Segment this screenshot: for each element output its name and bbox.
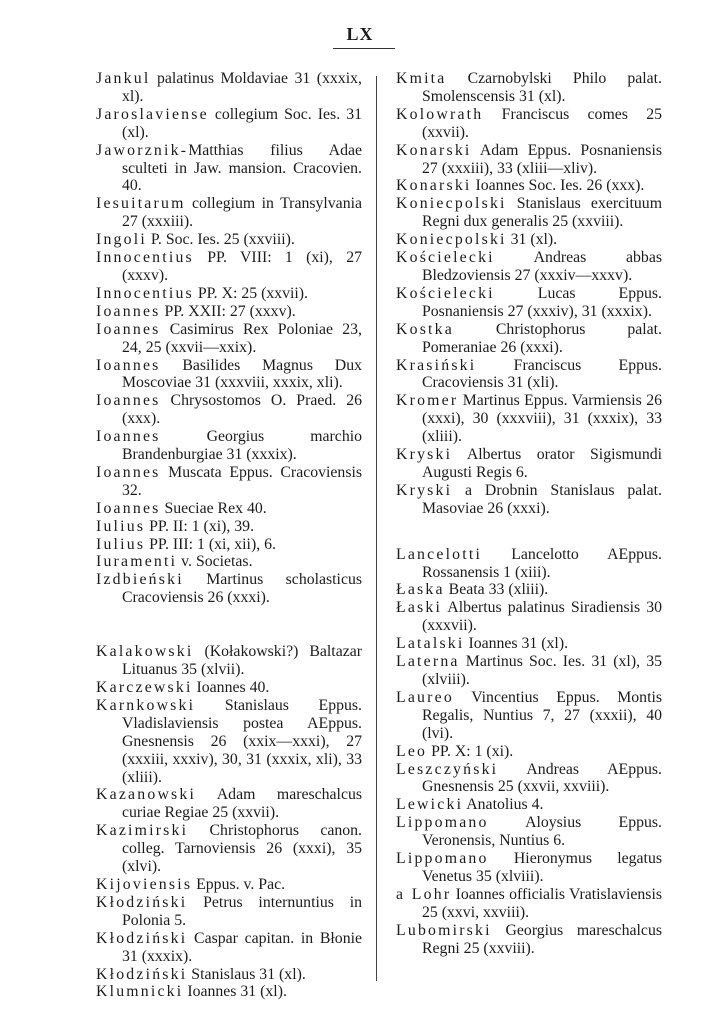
index-entry: [396, 106, 662, 142]
entry-headword: Ioannes: [96, 356, 161, 374]
entry-text: Andreas abbas Bledzoviensis 27 (xxxiv—xxxv).: [422, 249, 662, 284]
entry-headword: Koniecpolski: [396, 231, 507, 249]
group-spacer: [96, 607, 362, 643]
entry-headword: Kolowrath: [396, 105, 484, 123]
entry-headword: Ioannes: [96, 463, 161, 481]
entry-headword: Kościelecki: [396, 284, 495, 302]
index-entry: [96, 966, 362, 984]
index-entry: [96, 553, 362, 571]
index-entry: [396, 761, 662, 797]
entry-headword: Kostka: [396, 320, 454, 338]
index-entry: [96, 679, 362, 697]
index-entry: [96, 106, 362, 142]
entry-headword: Kromer: [396, 392, 459, 410]
entry-headword: Kościelecki: [396, 249, 495, 267]
entry-text: Eppus. v. Pac.: [192, 875, 286, 893]
index-group-k: [396, 70, 662, 518]
index-entry: [96, 321, 362, 357]
entry-text: Stanislaus 31 (xl).: [187, 965, 306, 983]
entry-text: Martinus Eppus. Varmiensis 26 (xxxi), 30 (xxxviii), 31 (xxxix), 33 (xliii).: [422, 392, 662, 446]
entry-headword: Ioannes: [96, 302, 161, 320]
entry-text: Basilides Magnus Dux Moscoviae 31 (xxxviii, xxxix, xli).: [122, 356, 362, 392]
entry-text: PP. II: 1 (xi), 39.: [145, 517, 255, 535]
entry-text: Beata 33 (xliii).: [444, 581, 549, 599]
index-entry: [96, 357, 362, 393]
entry-text: Ioannes officialis Vratislaviensis 25 (xxvi, xxviii).: [422, 885, 662, 921]
index-entry: [396, 177, 662, 195]
index-entry: [396, 285, 662, 321]
entry-text: collegium in Transylvania 27 (xxxiii).: [122, 195, 362, 231]
entry-headword: Leo: [396, 742, 428, 760]
entry-text: Anatolius 4.: [463, 796, 544, 814]
entry-text: Hieronymus legatus Venetus 35 (xlviii).: [422, 850, 662, 885]
index-entry: [96, 392, 362, 428]
index-entry: [96, 70, 362, 106]
entry-text: Vincentius Eppus. Montis Regalis, Nuntius 7, 27 (xxxii), 40 (lvi).: [422, 688, 662, 742]
entry-text: Adam Eppus. Posnaniensis 27 (xxxiii), 33 (xliii—xliv).: [422, 141, 662, 177]
entry-headword: Krasiński: [396, 356, 477, 374]
entry-headword: Lancelotti: [396, 545, 483, 563]
entry-text: Albertus palatinus Siradiensis 30 (xxxvii).: [422, 599, 662, 635]
index-entry: [96, 285, 362, 303]
entry-text: Ioannes 40.: [192, 679, 270, 696]
index-entry: [96, 643, 362, 679]
index-group-j: [96, 70, 362, 607]
entry-headword: Jaworznik-: [96, 141, 189, 159]
index-entry: [396, 653, 662, 689]
entry-headword: Izdbieński: [96, 571, 184, 589]
entry-text: Chrysostomos O. Praed. 26 (xxx).: [122, 392, 362, 428]
entry-headword: Kazanowski: [96, 786, 197, 804]
entry-headword: Laureo: [396, 688, 454, 706]
entry-text: PP. VIII: 1 (xi), 27 (xxxv).: [122, 249, 362, 284]
index-entry: [396, 796, 662, 814]
entry-text: PP. XXII: 27 (xxxv).: [160, 302, 296, 320]
entry-headword: Lippomano: [396, 814, 489, 832]
entry-text: Sueciae Rex 40.: [160, 499, 267, 517]
entry-headword: Karnkowski: [96, 696, 196, 714]
entry-headword: Lubomirski: [396, 921, 492, 939]
entry-text: Muscata Eppus. Cracoviensis 32.: [122, 463, 362, 499]
index-entry: [396, 689, 662, 743]
entry-text: Christophorus canon. colleg. Tarnoviensis 26 (xxxi), 35 (xlvi).: [122, 822, 362, 876]
index-entry: [96, 142, 362, 196]
entry-headword: Latalski: [396, 635, 465, 653]
index-entry: [396, 249, 662, 285]
index-entry: [396, 599, 662, 635]
index-entry: [396, 231, 662, 249]
entry-text: Martinus Soc. Ies. 31 (xl), 35 (xlviii).: [422, 653, 662, 688]
entry-headword: Ioannes: [96, 320, 161, 338]
entry-text: Lancelotto AEppus. Rossanensis 1 (xiii).: [422, 545, 662, 581]
entry-headword: Lippomano: [396, 850, 489, 868]
entry-headword: Lewicki: [396, 796, 464, 814]
index-entry: [396, 922, 662, 958]
entry-text: Czarnobylski Philo palat. Smolenscensis 31 (xl).: [422, 70, 662, 105]
entry-headword: Iesuitarum: [96, 195, 186, 213]
entry-text: Ioannes 31 (xl).: [183, 983, 287, 1001]
index-entry: [96, 303, 362, 321]
entry-headword: Innocentius: [96, 284, 194, 302]
group-spacer: [396, 518, 662, 546]
entry-text: Franciscus comes 25 (xxvii).: [422, 105, 662, 141]
entry-headword: Jankul: [96, 70, 151, 87]
index-entry: [396, 546, 662, 582]
index-group-k: [96, 643, 362, 1001]
entry-text: PP. III: 1 (xi, xii), 6.: [145, 535, 276, 553]
entry-headword: Kijoviensis: [96, 875, 193, 893]
index-entry: [96, 464, 362, 500]
index-entry: [96, 983, 362, 1001]
index-entry: [396, 581, 662, 599]
index-entry: [96, 894, 362, 930]
index-group-l: [396, 546, 662, 958]
entry-text: Albertus orator Sigismundi Augusti Regis 6.: [422, 446, 662, 481]
entry-text: Lucas Eppus. Posnaniensis 27 (xxxiv), 31 (xxxix).: [422, 284, 662, 320]
index-entry: [396, 357, 662, 393]
entry-text: Franciscus Eppus. Cracoviensis 31 (xli).: [422, 356, 662, 392]
entry-headword: Ioannes: [96, 392, 161, 410]
entry-text: Petrus internuntius in Polonia 5.: [122, 893, 362, 929]
entry-text: Casimirus Rex Poloniae 23, 24, 25 (xxvii—xxix).: [122, 320, 362, 356]
entry-headword: Jaroslaviense: [96, 105, 209, 123]
index-entry: [96, 697, 362, 787]
index-entry: [96, 571, 362, 607]
entry-headword: Kryski: [396, 446, 453, 464]
entry-text: 31 (xl).: [506, 231, 558, 249]
entry-text: Ioannes 31 (xl).: [464, 635, 569, 653]
entry-text: PP. X: 25 (xxvii).: [193, 284, 309, 302]
entry-text: Christophorus palat. Pomeraniae 26 (xxxi).: [422, 320, 662, 356]
entry-text: palatinus Moldaviae 31 (xxxix, xl).: [122, 70, 362, 105]
entry-text: Aloysius Eppus. Veronensis, Nuntius 6.: [422, 814, 662, 850]
index-entry: [396, 814, 662, 850]
entry-text: Adam mareschalcus curiae Regiae 25 (xxvii).: [122, 786, 362, 822]
index-entry: [96, 536, 362, 554]
entry-headword: Klumnicki: [96, 983, 184, 1001]
entry-headword: Konarski: [396, 141, 472, 159]
entry-text: Ioannes Soc. Ies. 26 (xxx).: [471, 177, 645, 195]
entry-headword: Kazimirski: [96, 822, 189, 840]
index-entry: [96, 930, 362, 966]
entry-headword: Karczewski: [96, 679, 193, 696]
entry-headword: Kryski: [396, 481, 453, 499]
entry-headword: Łaska: [396, 581, 445, 599]
index-entry: [396, 482, 662, 518]
entry-headword: Konarski: [396, 177, 472, 195]
index-entry: [96, 518, 362, 536]
index-entry: [96, 231, 362, 249]
index-entry: [396, 392, 662, 446]
entry-text: collegium Soc. Ies. 31 (xl).: [122, 105, 362, 141]
entry-headword: Ingoli: [96, 231, 147, 249]
entry-text: Martinus scholasticus Cracoviensis 26 (xxxi).: [122, 571, 362, 607]
index-entry: [396, 446, 662, 482]
index-entry: [96, 822, 362, 876]
index-entry: [396, 70, 662, 106]
index-entry: [396, 195, 662, 231]
entry-text: Stanislaus Eppus. Vladislaviensis postea AEppus. Gnesnensis 26 (xxix—xxxi), 27 (xxxiii, xxxiv), 30, 31 (xxxix, xli), 33 (xliii).: [122, 696, 362, 786]
index-entry: [396, 142, 662, 178]
entry-text: a Drobnin Stanislaus palat. Masoviae 26 (xxxi).: [422, 481, 662, 517]
index-entry: [396, 850, 662, 886]
entry-text: Matthias filius Adae sculteti in Jaw. mansion. Cracovien. 40.: [122, 141, 362, 195]
index-entry: [96, 428, 362, 464]
entry-headword: Innocentius: [96, 249, 194, 267]
entry-text: Caspar capitan. in Błonie 31 (xxxix).: [122, 929, 362, 965]
page-number: LX: [346, 24, 374, 44]
entry-headword: Kmita: [396, 70, 447, 87]
index-entry: [96, 876, 362, 894]
entry-headword: Iulius: [96, 517, 146, 535]
entry-text: Georgius marchio Brandenburgiae 31 (xxxix).: [122, 428, 362, 464]
entry-headword: Laterna: [396, 653, 460, 671]
index-entry: [396, 321, 662, 357]
entry-text: (Kołakowski?) Baltazar Lituanus 35 (xlvii).: [122, 643, 362, 679]
entry-text: Andreas AEppus. Gnesnensis 25 (xxvii, xxviii).: [422, 760, 662, 796]
right-column: [396, 70, 662, 958]
entry-text: PP. X: 1 (xi).: [427, 742, 514, 760]
index-entry: [96, 786, 362, 822]
left-column: [96, 70, 362, 1001]
index-entry: [96, 195, 362, 231]
entry-headword: Kalakowski: [96, 643, 194, 661]
column-divider: [376, 76, 377, 981]
entry-headword: Leszczyński: [396, 760, 499, 778]
entry-headword: Iuramenti: [96, 553, 178, 571]
index-entry: [96, 500, 362, 518]
entry-headword: Kłodziński: [96, 929, 188, 947]
index-entry: [396, 886, 662, 922]
entry-headword: Iulius: [96, 535, 146, 553]
index-entry: [396, 743, 662, 761]
index-entry: [396, 635, 662, 653]
entry-headword: Kłodziński: [96, 893, 188, 911]
entry-text: Stanislaus exercituum Regni dux generalis 25 (xxviii).: [422, 195, 662, 231]
entry-headword: a Lohr: [396, 885, 452, 903]
entry-text: Georgius mareschalcus Regni 25 (xxviii).: [422, 921, 662, 957]
entry-text: P. Soc. Ies. 25 (xxviii).: [146, 231, 295, 249]
entry-headword: Łaski: [396, 599, 443, 617]
index-entry: [96, 249, 362, 285]
entry-headword: Ioannes: [96, 428, 161, 446]
entry-headword: Kłodziński: [96, 965, 188, 983]
header-rule: [333, 48, 395, 49]
entry-headword: Koniecpolski: [396, 195, 507, 213]
entry-headword: Ioannes: [96, 499, 161, 517]
entry-text: v. Societas.: [177, 553, 253, 571]
